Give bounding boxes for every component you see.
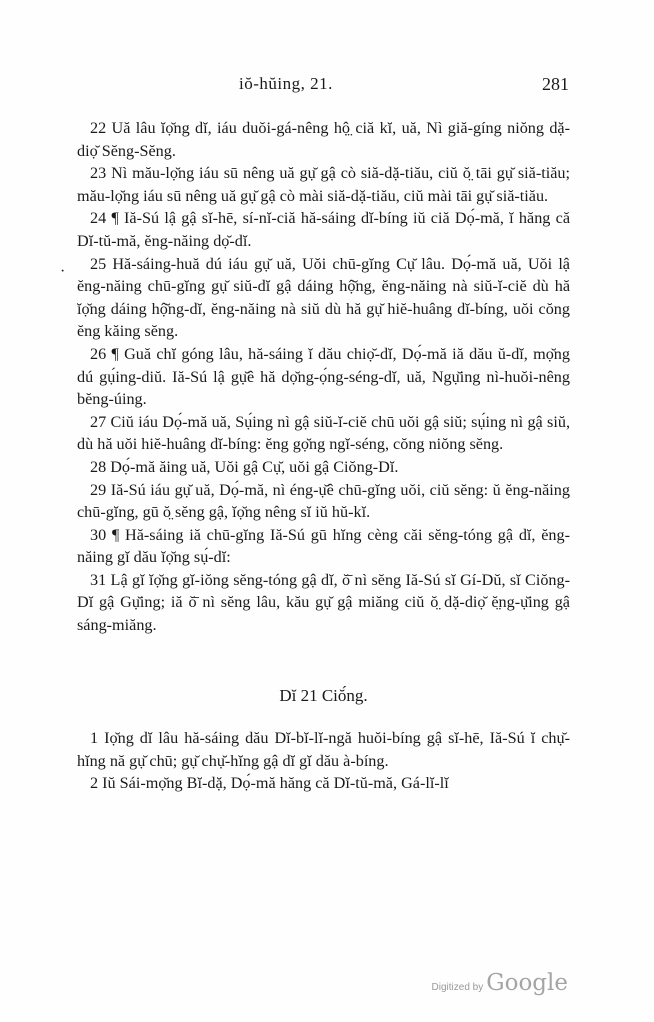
running-title: iŏ-hŭing, 21.: [239, 74, 333, 93]
verse-paragraph: 24 ¶ Iă-Sú lậ gậ sĭ-hē, sí-nĭ-ciă hă-sáing dĭ-bíng iŭ ciă Dọ́-mă, ĭ hăng că Dĭ-tŭ-mă, ĕng-năing dọ̆-dĭ.: [77, 209, 570, 250]
digitized-watermark: [432, 970, 568, 996]
page-number: 281: [542, 74, 569, 94]
chapter-heading: Dĭ 21 Ciŏ́ng.: [279, 685, 368, 705]
verse-paragraph: 27 Ciŭ iáu Dọ́-mă uă, Sụ́ing nì gậ siŭ-ĭ-ciĕ chū uŏi gậ siŭ; sụ́ing nì gậ siŭ, dù hă uŏi hiĕ-huâng dĭ-bíng: ĕng gọ̆ng ngĭ-séng, cŏng niŏng sĕng.: [77, 412, 570, 454]
verse-paragraph: 23 Nì mău-lọ̆ng iáu sū nêng uă gụ̆ gậ cò siă-dặ-tiău, ciŭ ŏ̤ tāi gụ̆ siă-tiău; mău-lọ̆ng iáu sū nêng uă gụ̆ gậ cò mài siă-dặ-tiău, ciŭ mài tāi gụ̆ siă-tiău.: [77, 164, 570, 205]
verse-paragraph: 25 Hă-sáing-huă dú iáu gụ̆ uă, Uŏi chū-gĭng Cụ̆ lâu. Dọ́-mă uă, Uŏi lậ ĕng-năing chū-gĭng gụ̆ siŭ-dĭ gậ dáing hộ̆ng, ĕng-năing nà siŭ-ĭ-ciĕ dù hă ĭọ̆ng dáing hộ̆ng-dĭ, ĕng-năing nà siŭ dù hă gụ̆ hiĕ-huâng dĭ-bíng, uŏi cŏng ĕng kăing sĕng.: [77, 254, 570, 341]
margin-mark: ·: [60, 263, 66, 280]
body-text: [77, 117, 570, 795]
verse-paragraph: 2 Iŭ Sái-mọ̆ng Bĭ-dặ, Dọ́-mă hăng că Dĭ-tŭ-mă, Gá-lĭ-lĭ: [90, 774, 449, 793]
page-header: [89, 74, 569, 100]
verse-paragraph: 22 Uă lâu ĭọ̆ng dĭ, iáu duŏi-gá-nêng hộ̤ ciă kĭ, uă, Nì giă-gíng niŏng dặ-diọ̆ Sĕng-Sĕng.: [77, 119, 570, 160]
verse-paragraph: 30 ¶ Hă-sáing iă chū-gĭng Iă-Sú gū hĭng cèng căi sĕng-tóng gậ dĭ, ĕng-năing gĭ dău ĭọ̆ng sụ́-dĭ:: [77, 525, 570, 567]
google-logo: Google: [486, 970, 568, 996]
verse-paragraph: 29 Iă-Sú iáu gụ̆ uă, Dọ́-mă, nì éng-ụ̆ê chū-gĭng uŏi, ciŭ sĕng: ŭ ĕng-năing chū-gĭng, gū ŏ̤ sĕng gậ, ĭọ̆ng nêng sĭ iŭ hŭ-kĭ.: [77, 480, 570, 522]
verse-paragraph: 28 Dọ́-mă ăing uă, Uŏi gậ Cụ̆, uŏi gậ Ciŏng-Dĭ.: [90, 457, 399, 476]
verse-paragraph: 26 ¶ Guă chĭ góng lâu, hă-sáing ĭ dău chiọ̆-dĭ, Dọ́-mă iă dău ŭ-dĭ, mọ̆ng dú gụ́ing-diŭ. Iă-Sú lậ gụ̆ê hă dọ̆ng-ọ́ng-séng-dĭ, uă, Ngụ̆ing nì-huŏi-nêng bĕng-úing.: [77, 344, 570, 409]
verse-paragraph: 31 Lậ gĭ ĭọ̆ng gĭ-iŏng sĕng-tóng gậ dĭ, ŏ̄ nì sĕng Iă-Sú sĭ Gí-Dŭ, sĭ Ciŏng-Dĭ gậ Gụ̆ing; iă ŏ̄ nì sĕng lâu, kău gụ̆ gậ miăng ciŭ ŏ̤ dặ-diọ̆ ĕ̤ng-ụ̆ing gậ sáng-miăng.: [77, 570, 570, 635]
watermark-prefix: Digitized by: [431, 982, 484, 993]
verse-paragraph: 1 Iọ̆ng dĭ lâu hă-sáing dău Dĭ-bĭ-lĭ-ngă huŏi-bíng gậ sĭ-hē, Iă-Sú ĭ chụ̆-hĭng nă gụ̆ chū; gụ̆ chụ̆-hĭng gậ dĭ gĭ dău à-bíng.: [77, 729, 570, 770]
